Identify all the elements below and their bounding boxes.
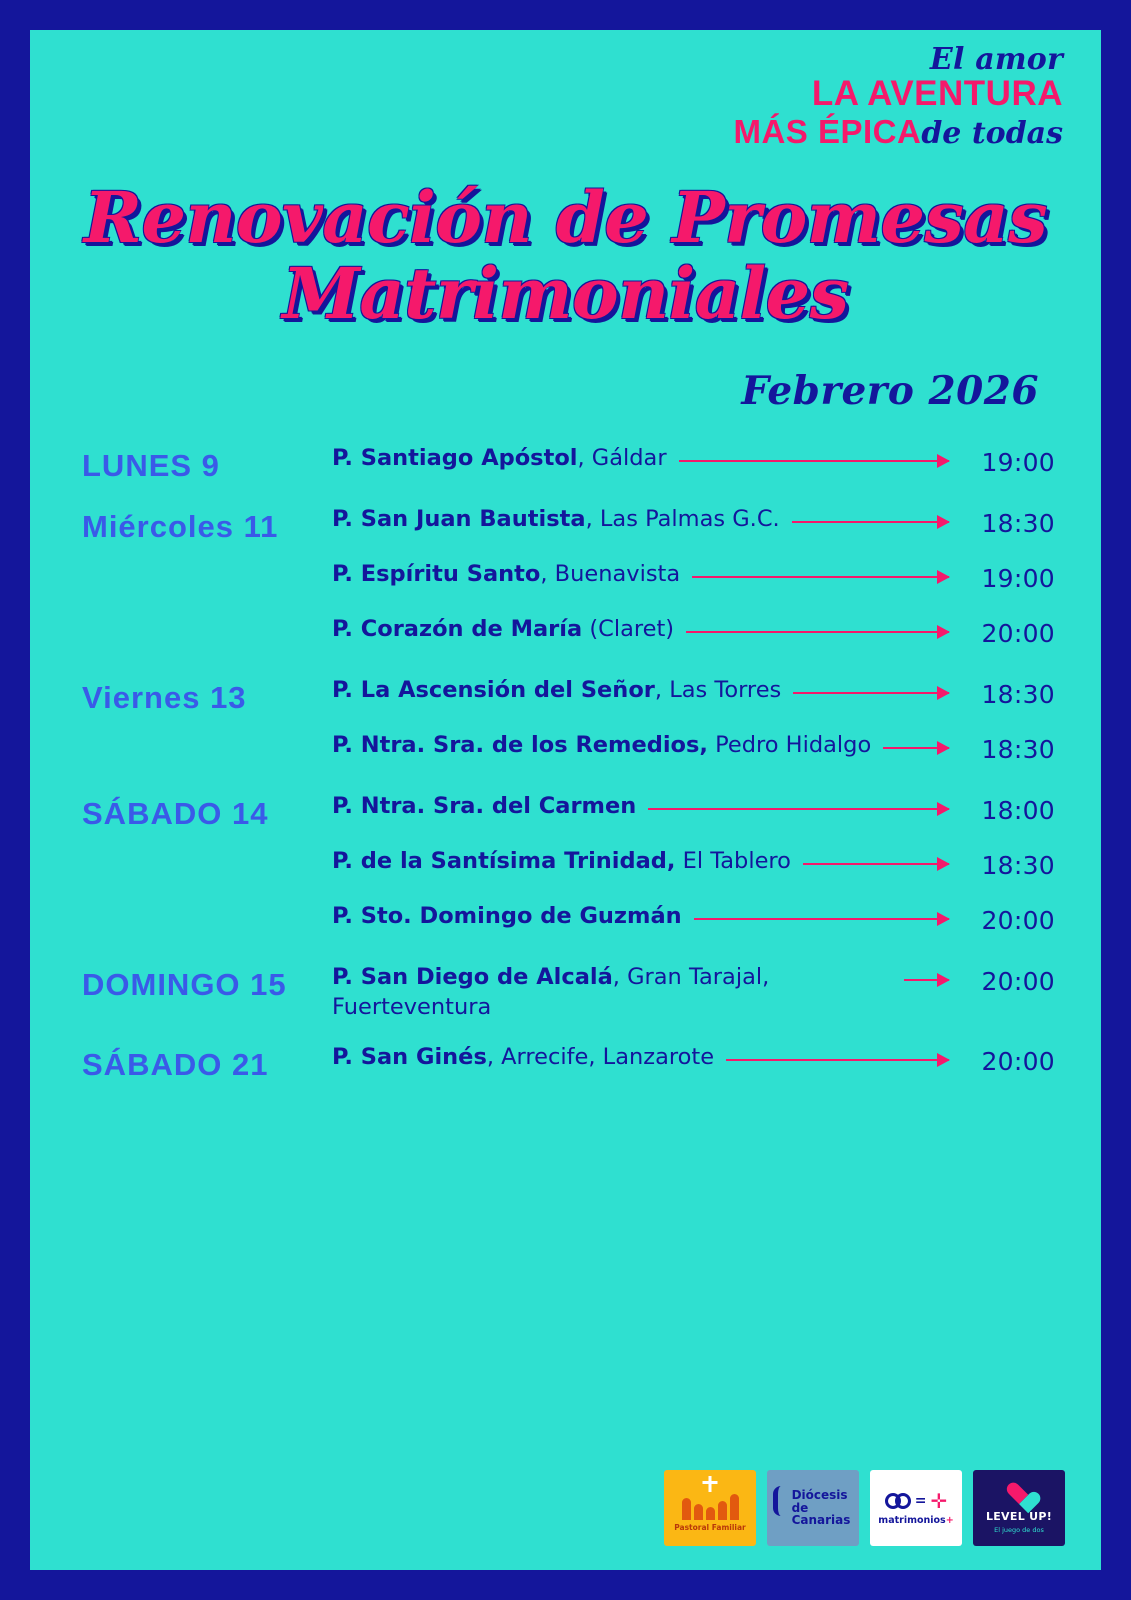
event-row xyxy=(332,961,1055,1022)
event-group xyxy=(332,1041,1055,1096)
event-location xyxy=(332,674,781,706)
event-row xyxy=(332,729,1055,771)
event-time: 18:30 xyxy=(981,851,1055,880)
parish-name: P. Ntra. Sra. de los Remedios, xyxy=(332,732,708,758)
day-label: Viernes 13 xyxy=(82,680,247,715)
day-label: SÁBADO 14 xyxy=(82,796,269,831)
event-row xyxy=(332,442,1055,484)
day-block xyxy=(82,442,1055,497)
logo-diocesis-line-2: de xyxy=(791,1500,809,1515)
arrow-icon xyxy=(726,1059,949,1061)
event-row xyxy=(332,790,1055,832)
kicker-line-3 xyxy=(733,112,1063,151)
event-location xyxy=(332,503,780,535)
event-location xyxy=(332,845,791,877)
day-label: SÁBADO 21 xyxy=(82,1047,269,1083)
logo-diocesis-line-3: Canarias xyxy=(791,1513,851,1528)
event-date: Febrero 2026 xyxy=(741,368,1039,414)
event-row xyxy=(332,503,1055,545)
parish-place: , Gáldar xyxy=(577,445,667,471)
day-label: LUNES 9 xyxy=(82,448,220,483)
parish-place: , Las Torres xyxy=(654,677,782,703)
parish-name: P. San Ginés xyxy=(332,1044,487,1071)
event-time: 19:00 xyxy=(981,564,1055,593)
event-time: 18:30 xyxy=(981,680,1055,709)
wedding-rings-icon: = ✛ xyxy=(885,1491,948,1511)
parish-name: P. San Juan Bautista xyxy=(332,506,586,532)
arrow-icon xyxy=(792,521,949,523)
parish-place: , Arrecife, Lanzarote xyxy=(486,1044,715,1071)
day-block xyxy=(82,790,1055,955)
arrow-icon xyxy=(904,979,949,981)
logo-matrimonios-mas xyxy=(870,1470,962,1546)
kicker-line-3-tail: de todas xyxy=(921,115,1063,151)
logo-level-up-caption: LEVEL UP! xyxy=(985,1509,1053,1523)
logo-matrimonios-accent: + xyxy=(945,1514,954,1526)
arrow-icon xyxy=(692,576,949,578)
event-row xyxy=(332,558,1055,600)
parish-place: El Tablero xyxy=(675,848,791,874)
event-location xyxy=(332,900,682,932)
event-group xyxy=(332,790,1055,955)
kicker-line-2: LA AVENTURA xyxy=(811,74,1063,114)
arrow-icon xyxy=(679,460,949,462)
schedule-list xyxy=(30,442,1101,1102)
logo-pastoral-familiar xyxy=(664,1470,756,1546)
day-block xyxy=(82,674,1055,784)
title-line-2: Matrimoniales xyxy=(282,251,849,335)
arrow-icon xyxy=(883,747,949,749)
event-time: 20:00 xyxy=(981,1047,1055,1077)
title-line-1: Renovación de Promesas xyxy=(83,176,1048,259)
parish-name: P. Ntra. Sra. del Carmen xyxy=(332,793,637,819)
event-group xyxy=(332,674,1055,784)
day-block xyxy=(82,1041,1055,1096)
day-label: DOMINGO 15 xyxy=(82,967,287,1002)
event-time: 18:00 xyxy=(981,796,1055,825)
logo-level-up-subcaption: El juego de dos xyxy=(994,1525,1044,1534)
event-location xyxy=(332,558,680,590)
event-group xyxy=(332,961,1055,1035)
event-row xyxy=(332,1041,1055,1083)
heart-icon xyxy=(1006,1483,1032,1507)
event-location xyxy=(332,961,892,1022)
parish-place: , Gran Tarajal, Fuerteventura xyxy=(332,964,770,1020)
arrow-icon xyxy=(793,692,949,694)
arrow-icon xyxy=(686,631,949,633)
parish-name: P. Espíritu Santo xyxy=(332,561,541,587)
arrow-icon xyxy=(694,918,949,920)
event-location xyxy=(332,729,871,761)
page-title xyxy=(30,176,1101,335)
event-location xyxy=(332,790,636,822)
event-row xyxy=(332,613,1055,655)
event-time: 19:00 xyxy=(981,448,1055,477)
parish-place: , Las Palmas G.C. xyxy=(585,506,780,532)
event-row xyxy=(332,674,1055,716)
logo-level-up xyxy=(973,1470,1065,1546)
event-time: 20:00 xyxy=(981,906,1055,935)
parish-place: (Claret) xyxy=(582,616,675,642)
event-location xyxy=(332,1041,714,1073)
cross-icon xyxy=(709,1476,712,1492)
event-time: 18:30 xyxy=(981,509,1055,538)
logo-matrimonios-caption: matrimonios xyxy=(878,1514,946,1526)
diocese-mark-icon xyxy=(773,1486,787,1516)
kicker-line-3-main: MÁS ÉPICA xyxy=(733,112,922,150)
day-block xyxy=(82,961,1055,1035)
parish-name: P. de la Santísima Trinidad, xyxy=(332,848,676,874)
event-row xyxy=(332,900,1055,942)
poster-inner xyxy=(30,30,1101,1570)
logo-pastoral-caption: Pastoral Familiar xyxy=(674,1523,746,1532)
parish-place: Pedro Hidalgo xyxy=(707,732,872,758)
event-location xyxy=(332,613,674,645)
event-group xyxy=(332,442,1055,497)
kicker-block xyxy=(733,44,1063,149)
parish-name: P. La Ascensión del Señor xyxy=(332,677,655,703)
logo-diocesis-line-1: Diócesis xyxy=(791,1488,848,1503)
arrow-icon xyxy=(648,808,949,810)
event-time: 20:00 xyxy=(981,619,1055,648)
event-row xyxy=(332,845,1055,887)
parish-name: P. Sto. Domingo de Guzmán xyxy=(332,903,682,929)
parish-name: P. San Diego de Alcalá xyxy=(332,964,613,990)
parish-name: P. Corazón de María xyxy=(332,616,583,642)
event-group xyxy=(332,503,1055,668)
event-time: 18:30 xyxy=(981,735,1055,764)
logo-row xyxy=(664,1470,1065,1546)
parish-name: P. Santiago Apóstol xyxy=(332,445,578,471)
event-location xyxy=(332,442,667,474)
arrow-icon xyxy=(803,863,949,865)
kicker-line-1: El amor xyxy=(929,42,1063,77)
day-label: Miércoles 11 xyxy=(82,509,279,544)
parish-place: , Buenavista xyxy=(540,561,681,587)
event-time: 20:00 xyxy=(981,967,1055,996)
day-block xyxy=(82,503,1055,668)
logo-diocesis-de-canarias xyxy=(767,1470,859,1546)
